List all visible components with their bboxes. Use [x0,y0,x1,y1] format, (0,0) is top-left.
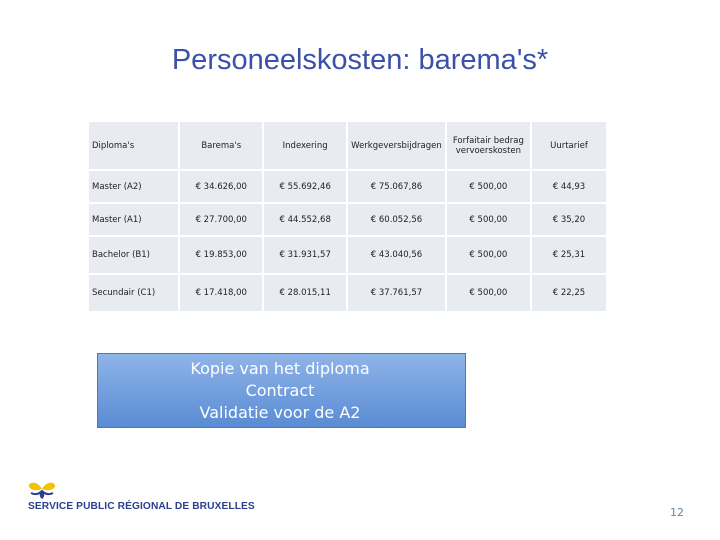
slide-title: Personeelskosten: barema's* [171,44,549,76]
note-line-validation: Validatie voor de A2 [199,403,361,422]
note-line-contract: Contract [245,381,315,400]
header-hourly-rate: Uurtarief [532,122,606,169]
row-indexation: € 31.931,57 [264,237,346,273]
iris-flower-icon [26,479,58,501]
table-header-row [89,122,606,169]
row-transport-costs: € 500,00 [447,171,530,202]
row-employer-contribution: € 43.040,56 [348,237,445,273]
logo-text: SERVICE PUBLIC RÉGIONAL DE BRUXELLES [28,501,255,512]
requirements-note-box [97,353,466,428]
row-transport-costs: € 500,00 [447,237,530,273]
header-transport-costs: Forfaitair bedrag vervoerskosten [447,122,530,169]
row-diploma: Master (A1) [89,204,178,235]
header-indexation: Indexering [264,122,346,169]
page-number: 12 [670,506,684,519]
table-row [89,275,606,311]
row-scale: € 19.853,00 [180,237,262,273]
row-scale: € 27.700,00 [180,204,262,235]
table-row [89,204,606,235]
row-hourly-rate: € 44,93 [532,171,606,202]
salary-scale-table [87,120,608,313]
row-scale: € 17.418,00 [180,275,262,311]
header-diplomas: Diploma's [89,122,178,169]
header-scales: Barema's [180,122,262,169]
row-diploma: Secundair (C1) [89,275,178,311]
row-employer-contribution: € 37.761,57 [348,275,445,311]
row-employer-contribution: € 60.052,56 [348,204,445,235]
row-scale: € 34.626,00 [180,171,262,202]
header-employer-contribution: Werkgeversbijdragen [348,122,445,169]
row-employer-contribution: € 75.067,86 [348,171,445,202]
row-diploma: Master (A2) [89,171,178,202]
row-hourly-rate: € 22,25 [532,275,606,311]
row-hourly-rate: € 35,20 [532,204,606,235]
brussels-regional-service-logo [26,479,255,515]
row-indexation: € 28.015,11 [264,275,346,311]
table-row [89,171,606,202]
note-line-diploma-copy: Kopie van het diploma [190,359,370,378]
row-diploma: Bachelor (B1) [89,237,178,273]
row-transport-costs: € 500,00 [447,204,530,235]
row-transport-costs: € 500,00 [447,275,530,311]
row-indexation: € 55.692,46 [264,171,346,202]
row-indexation: € 44.552,68 [264,204,346,235]
row-hourly-rate: € 25,31 [532,237,606,273]
table-row [89,237,606,273]
